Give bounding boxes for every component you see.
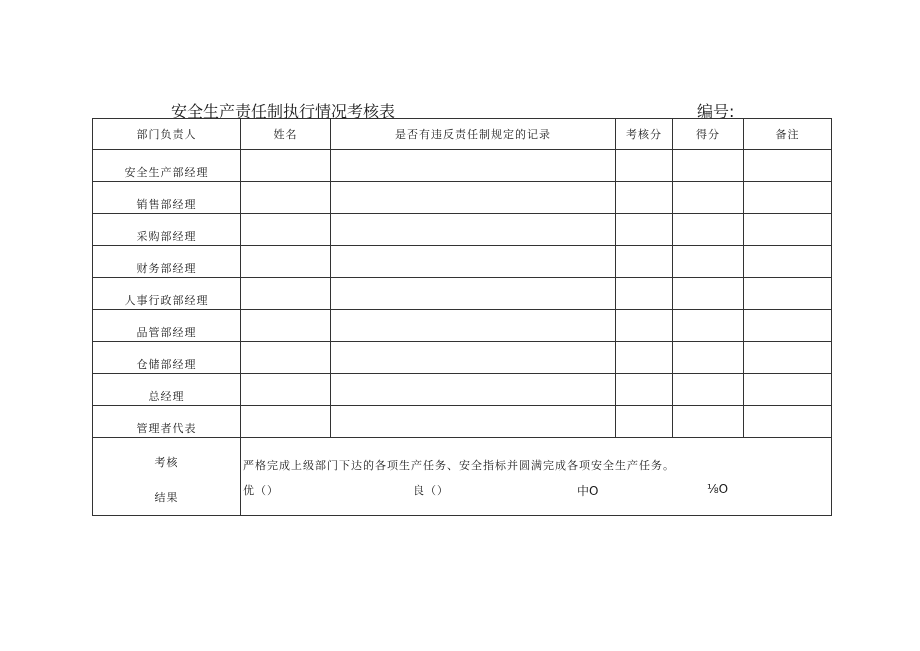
department-cell: 仓储部经理 <box>93 342 241 374</box>
name-cell[interactable] <box>241 182 331 214</box>
header-name: 姓名 <box>241 119 331 150</box>
option-good[interactable]: 良（） <box>413 484 449 497</box>
violation-record-cell[interactable] <box>331 374 616 406</box>
code-number-label: 编号: <box>697 102 735 121</box>
assessment-score-cell[interactable] <box>616 246 673 278</box>
remarks-cell[interactable] <box>744 374 832 406</box>
violation-record-cell[interactable] <box>331 182 616 214</box>
result-content-cell <box>241 438 832 516</box>
assessment-score-cell[interactable] <box>616 374 673 406</box>
assessment-score-cell[interactable] <box>616 278 673 310</box>
department-cell: 财务部经理 <box>93 246 241 278</box>
result-description: 严格完成上级部门下达的各项生产任务、安全指标并圆满完成各项安全生产任务。 <box>243 459 675 472</box>
violation-record-cell[interactable] <box>331 406 616 438</box>
department-cell: 销售部经理 <box>93 182 241 214</box>
remarks-cell[interactable] <box>744 406 832 438</box>
header-violation-record: 是否有违反责任制规定的记录 <box>331 119 616 150</box>
remarks-cell[interactable] <box>744 278 832 310</box>
obtained-score-cell[interactable] <box>673 406 744 438</box>
assessment-score-cell[interactable] <box>616 150 673 182</box>
table-row <box>93 342 832 374</box>
result-label-line2: 结果 <box>154 491 179 504</box>
table-row <box>93 406 832 438</box>
option-excellent[interactable]: 优（） <box>243 484 279 497</box>
assessment-score-cell[interactable] <box>616 406 673 438</box>
name-cell[interactable] <box>241 342 331 374</box>
name-cell[interactable] <box>241 278 331 310</box>
name-cell[interactable] <box>241 310 331 342</box>
assessment-score-cell[interactable] <box>616 182 673 214</box>
department-cell: 安全生产部经理 <box>93 150 241 182</box>
department-cell: 人事行政部经理 <box>93 278 241 310</box>
name-cell[interactable] <box>241 150 331 182</box>
result-label-cell <box>93 438 241 516</box>
remarks-cell[interactable] <box>744 182 832 214</box>
violation-record-cell[interactable] <box>331 310 616 342</box>
department-cell: 品管部经理 <box>93 310 241 342</box>
header-obtained-score: 得分 <box>673 119 744 150</box>
violation-record-cell[interactable] <box>331 278 616 310</box>
violation-record-cell[interactable] <box>331 214 616 246</box>
remarks-cell[interactable] <box>744 310 832 342</box>
table-row <box>93 374 832 406</box>
obtained-score-cell[interactable] <box>673 246 744 278</box>
remarks-cell[interactable] <box>744 150 832 182</box>
assessment-score-cell[interactable] <box>616 342 673 374</box>
header-department-head: 部门负责人 <box>93 119 241 150</box>
department-cell: 管理者代表 <box>93 406 241 438</box>
obtained-score-cell[interactable] <box>673 182 744 214</box>
violation-record-cell[interactable] <box>331 342 616 374</box>
table-row <box>93 150 832 182</box>
option-average[interactable]: 中O <box>577 484 599 498</box>
remarks-cell[interactable] <box>744 246 832 278</box>
obtained-score-cell[interactable] <box>673 214 744 246</box>
name-cell[interactable] <box>241 374 331 406</box>
table-row <box>93 310 832 342</box>
remarks-cell[interactable] <box>744 342 832 374</box>
department-cell: 总经理 <box>93 374 241 406</box>
obtained-score-cell[interactable] <box>673 278 744 310</box>
result-row <box>93 438 832 516</box>
table-row <box>93 246 832 278</box>
option-poor[interactable]: ⅛O <box>707 482 729 496</box>
result-label-line1: 考核 <box>154 456 179 469</box>
obtained-score-cell[interactable] <box>673 374 744 406</box>
assessment-table <box>92 118 832 516</box>
table-row <box>93 214 832 246</box>
form-title: 安全生产责任制执行情况考核表 <box>171 102 396 121</box>
violation-record-cell[interactable] <box>331 246 616 278</box>
name-cell[interactable] <box>241 214 331 246</box>
table-row <box>93 182 832 214</box>
remarks-cell[interactable] <box>744 214 832 246</box>
table-row <box>93 278 832 310</box>
header-assessment-score: 考核分 <box>616 119 673 150</box>
obtained-score-cell[interactable] <box>673 310 744 342</box>
obtained-score-cell[interactable] <box>673 342 744 374</box>
assessment-score-cell[interactable] <box>616 310 673 342</box>
violation-record-cell[interactable] <box>331 150 616 182</box>
department-cell: 采购部经理 <box>93 214 241 246</box>
name-cell[interactable] <box>241 406 331 438</box>
header-row <box>93 119 832 150</box>
assessment-score-cell[interactable] <box>616 214 673 246</box>
obtained-score-cell[interactable] <box>673 150 744 182</box>
name-cell[interactable] <box>241 246 331 278</box>
header-remarks: 备注 <box>744 119 832 150</box>
